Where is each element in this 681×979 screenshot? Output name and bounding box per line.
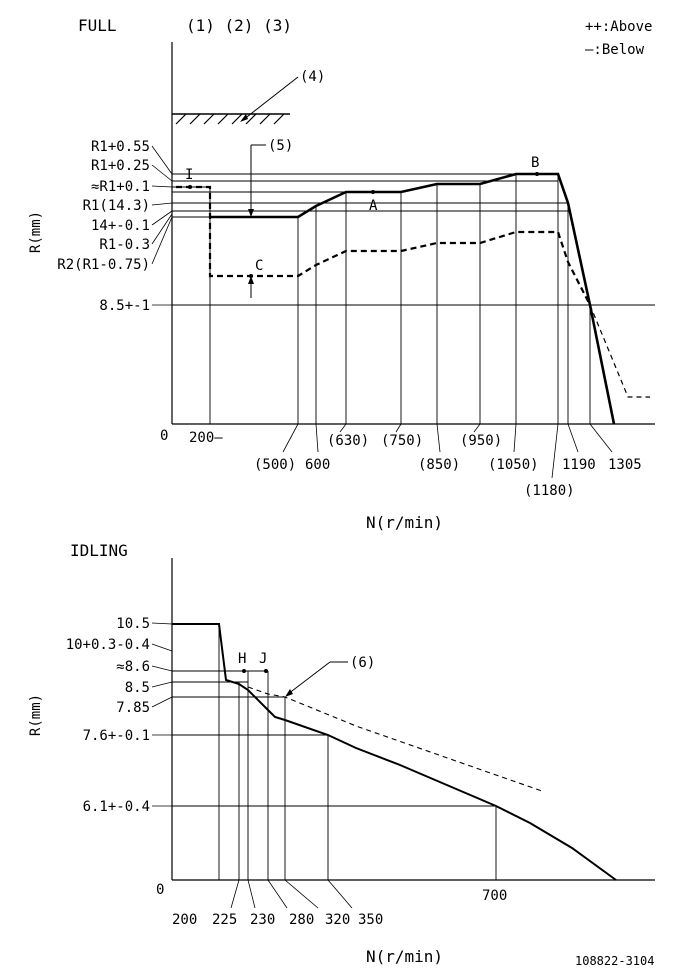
idling-chart: [28, 541, 655, 966]
marker-labels: (1) (2) (3): [186, 16, 292, 35]
full-y-label: 8.5+-1: [99, 298, 150, 314]
full-x-label: (1180): [524, 483, 575, 499]
full-y-label: ≈R1+0.1: [90, 179, 150, 195]
point-I-label: I: [185, 167, 194, 183]
point-C-label: C: [255, 258, 264, 274]
idling-x-label: 200: [172, 912, 198, 928]
legend-below: —:Below: [585, 42, 645, 58]
idling-dashed-curve: [248, 687, 542, 791]
point-I-dot: [188, 185, 192, 189]
full-x-label: 600: [305, 457, 331, 473]
legend-above: ++:Above: [585, 19, 653, 35]
idling-x-axis-title: N(r/min): [366, 947, 444, 966]
callout-4: (4): [300, 69, 326, 85]
idling-y-label: 8.5: [124, 680, 150, 696]
callout-6-leader: [288, 662, 330, 694]
idling-x-label: 700: [482, 888, 508, 904]
full-origin: 0: [160, 428, 169, 444]
full-chart: [28, 16, 655, 532]
full-x-label: (750): [381, 433, 424, 449]
point-A-dot: [371, 190, 375, 194]
callout-5-arrow-up: [248, 276, 254, 284]
idling-y-leaders: [152, 623, 172, 806]
idling-x-label: 230: [250, 912, 276, 928]
full-y-label: R1(14.3): [82, 198, 150, 214]
idling-x-label: 350: [358, 912, 384, 928]
full-x-label: 1305: [608, 457, 642, 473]
callout-6: (6): [350, 655, 376, 671]
idling-y-label: ≈8.6: [116, 659, 150, 675]
idling-chart-title: IDLING: [70, 541, 128, 560]
callout-6-arrow: [285, 689, 293, 697]
full-vertical-lines: [210, 174, 590, 424]
point-J-label: J: [259, 651, 268, 667]
point-H-label: H: [238, 651, 247, 667]
full-x-label: (950): [460, 433, 503, 449]
idling-y-label: 10+0.3-0.4: [65, 637, 150, 653]
drawing-code: 108822-3104: [575, 954, 655, 968]
idling-x-label: 280: [289, 912, 315, 928]
full-dashed-curve: [176, 187, 590, 305]
full-x-label: 200—: [189, 430, 223, 446]
idling-x-label: 225: [212, 912, 238, 928]
stop-hatch: [172, 114, 290, 124]
idling-origin: 0: [156, 882, 165, 898]
full-y-leaders: [152, 146, 172, 305]
full-x-label: (500): [254, 457, 297, 473]
full-y-axis-title: R(mm): [28, 210, 44, 254]
idling-y-axis-title: R(mm): [28, 693, 44, 737]
idling-x-label: 320: [325, 912, 351, 928]
idling-y-label: 6.1+-0.4: [82, 799, 150, 815]
full-reference-lines: [172, 174, 655, 305]
full-x-label: (1050): [488, 457, 539, 473]
point-H-dot: [242, 669, 246, 673]
idling-y-label: 7.6+-0.1: [82, 728, 150, 744]
full-y-label: R2(R1-0.75): [57, 257, 150, 273]
full-y-label: R1+0.55: [90, 139, 150, 155]
full-x-label: 1190: [562, 457, 596, 473]
idling-x-leaders: [231, 880, 352, 908]
point-J-dot: [264, 669, 268, 673]
point-B-label: B: [531, 155, 540, 171]
full-x-axis-title: N(r/min): [366, 513, 444, 532]
full-chart-title: FULL: [78, 16, 117, 35]
full-solid-curve: [210, 174, 614, 424]
full-y-label: 14+-0.1: [90, 218, 150, 234]
full-x-label: (850): [418, 457, 461, 473]
idling-y-label: 10.5: [116, 616, 150, 632]
point-A-label: A: [369, 198, 378, 214]
full-y-label: R1-0.3: [99, 237, 150, 253]
callout-5: (5): [268, 138, 294, 154]
full-x-label: (630): [327, 433, 370, 449]
idling-y-label: 7.85: [116, 700, 150, 716]
point-B-dot: [535, 172, 539, 176]
full-y-label: R1+0.25: [90, 158, 150, 174]
